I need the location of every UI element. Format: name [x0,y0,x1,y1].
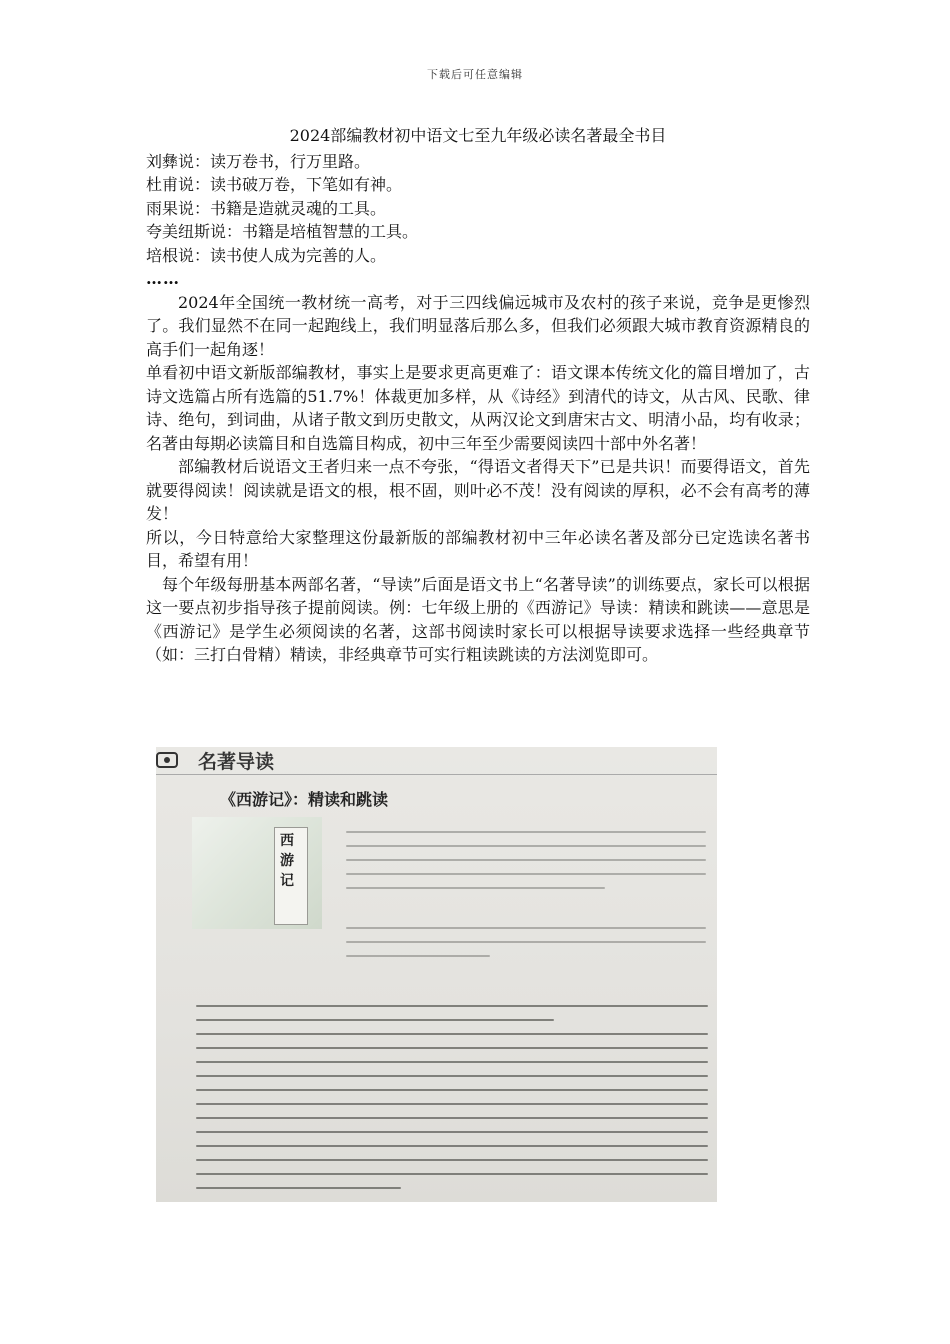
textbook-page-photo [156,747,717,1202]
header-note: 下载后可任意编辑 [427,68,523,81]
paragraph-3: 部编教材后说语文王者归来一点不夸张，“得语文者得天下”已是共识！而要得语文，首先就要得阅读！阅读就是语文的根，根不固，则叶必不茂！没有阅读的厚积，必不会有高考的薄发！ [146,457,810,523]
photo-body-text [196,1005,708,1201]
paragraph-5: 每个年级每册基本两部名著，“导读”后面是语文书上“名著导读”的训练要点，家长可以根据这一要点初步指导孩子提前阅读。例：七年级上册的《西游记》导读：精读和跳读——意思是《西游记》是学生必须阅读的名著，这部书阅读时家长可以根据导读要求选择一些经典章节（如：三打白骨精）精读，非经典章节可实行粗读跳读的方法浏览即可。 [146,574,810,664]
document-title: 2024部编教材初中语文七至九年级必读名著最全书目 [289,126,667,145]
book-guide-icon [156,751,178,769]
book-cover-title: 西游记 [280,833,294,889]
quote-3: 雨果说：书籍是造就灵魂的工具。 [146,198,387,218]
quote-5: 培根说：读书使人成为完善的人。 [146,245,387,265]
document-body [146,124,810,667]
quote-4: 夸美纽斯说：书籍是培植智慧的工具。 [146,222,419,241]
photo-quote-text-2 [346,927,706,969]
quote-2: 杜甫说：读书破万卷，下笔如有神。 [146,175,403,194]
divider [156,774,717,775]
paragraph-4: 所以，今日特意给大家整理这份最新版的部编教材初中三年必读名著及部分已定选读名著书目，希望有用！ [146,527,810,570]
photo-subtitle: 《西游记》：精读和跳读 [220,790,389,809]
paragraph-1: 2024年全国统一教材统一高考，对于三四线偏远城市及农村的孩子来说，竞争是更惨烈了。我们显然不在同一起跑线上，我们明显落后那么多，但我们必须跟大城市教育资源精良的高手们一起角逐！ [146,292,810,359]
photo-header [156,747,717,773]
paragraph-2: 单看初中语文新版部编教材，事实上是要求更高更难了：语文课本传统文化的篇目增加了，古诗文选篇占所有选篇的51.7%！体裁更加多样，从《诗经》到清代的诗文，从古风、民歌、律诗、绝句，到词曲，从诸子散文到历史散文，从两汉论文到唐宋古文、明清小品，均有收录；名著由每期必读篇目和自选篇目构成，初中三年至少需要阅读四十部中外名著！ [146,363,810,453]
ellipsis: …… [146,269,180,288]
quote-1: 刘彝说：读万卷书，行万里路。 [146,151,371,171]
photo-quote-text [346,831,706,901]
photo-header-title: 名著导读 [198,751,275,773]
